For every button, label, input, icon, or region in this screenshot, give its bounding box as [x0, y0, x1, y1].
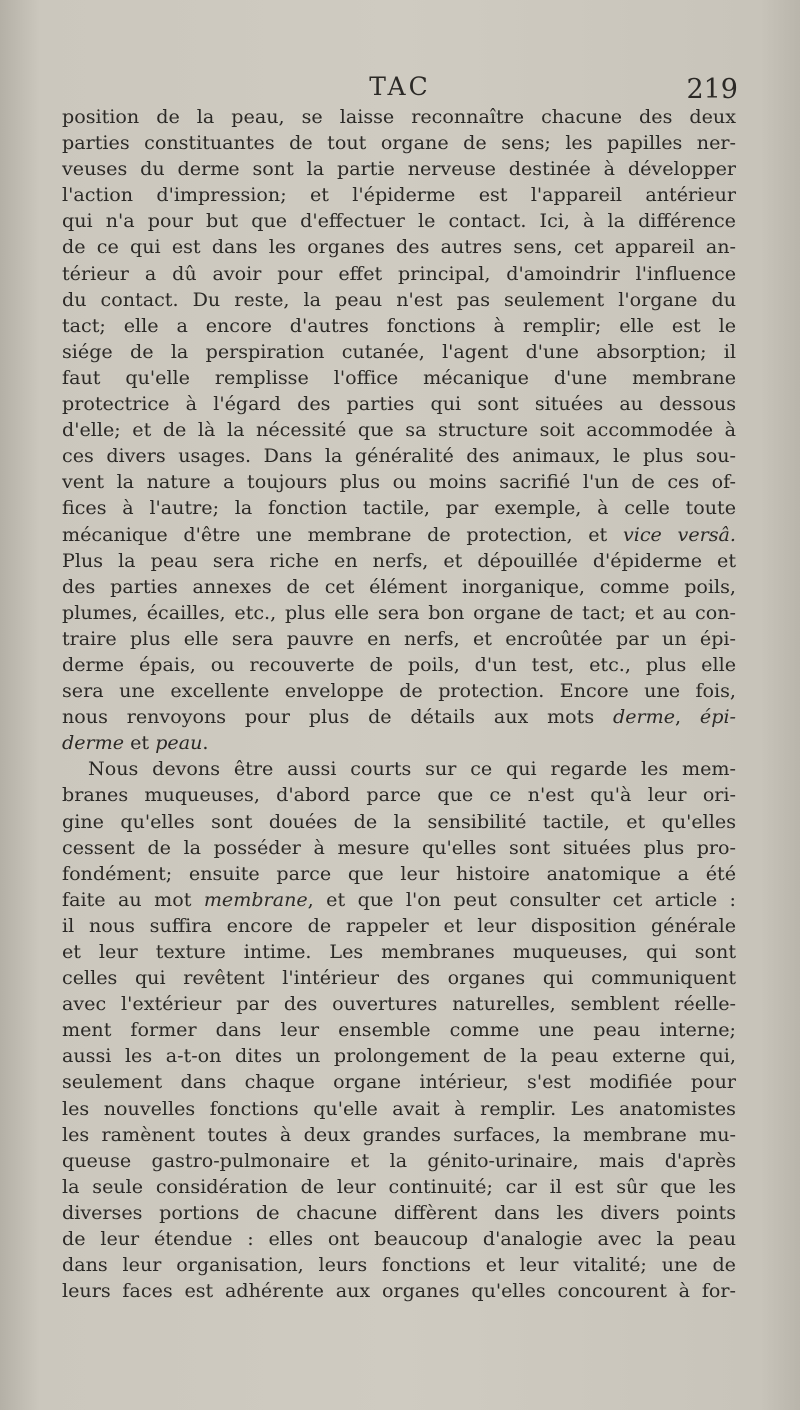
text-run: nous renvoyons pour plus de détails aux mots — [62, 705, 613, 729]
text-line: du contact. Du reste, la peau n'est pas seulement l'organe du — [62, 287, 736, 311]
text-line: fondément; ensuite parce que leur histoire anatomique a été — [62, 861, 736, 885]
text-line: tact; elle a encore d'autres fonctions à remplir; elle est le — [62, 313, 736, 337]
text-line: avec l'extérieur par des ouvertures naturelles, semblent réelle- — [62, 992, 736, 1016]
text-line: ment former dans leur ensemble comme une peau interne; — [62, 1018, 736, 1042]
text-line: veuses du derme sont la partie nerveuse destinée à développer — [62, 157, 736, 181]
text-line: aussi les a-t-on dites un prolongement de la peau externe qui, — [62, 1044, 736, 1068]
paragraph-start-line: Nous devons être aussi courts sur ce qui regarde les mem- — [88, 757, 736, 781]
text-line: diverses portions de chacune diffèrent dans les divers points — [62, 1200, 736, 1224]
text-run: , et que l'on peut consulter cet article : — [307, 887, 736, 911]
text-run: mécanique d'être une membrane de protection, et — [62, 522, 623, 546]
italic-run: membrane — [203, 887, 308, 911]
text-line: leurs faces est adhérente aux organes qu'elles concourent à for- — [62, 1279, 736, 1303]
text-line: les nouvelles fonctions qu'elle avait à remplir. Les anatomistes — [62, 1096, 736, 1120]
text-line: derme épais, ou recouverte de poils, d'un test, etc., plus elle — [62, 652, 736, 676]
text-line: position de la peau, se laisse reconnaître chacune des deux — [62, 105, 736, 128]
text-line: branes muqueuses, d'abord parce que ce n'est qu'à leur ori- — [62, 783, 736, 807]
text-line: de ce qui est dans les organes des autres sens, cet appareil an- — [62, 235, 736, 259]
text-line: qui n'a pour but que d'effectuer le contact. Ici, à la différence — [62, 209, 736, 233]
text-run: , — [675, 705, 700, 729]
italic-run: derme — [612, 705, 676, 729]
italic-run: vice versâ. — [622, 522, 736, 546]
text-run: faite au mot — [62, 887, 204, 911]
text-line: seulement dans chaque organe intérieur, s'est modifiée pour — [62, 1070, 736, 1094]
text-line: Plus la peau sera riche en nerfs, et dépouillée d'épiderme et — [62, 548, 736, 572]
italic-run: peau — [155, 731, 203, 755]
text-line: parties constituantes de tout organe de sens; les papilles ner- — [62, 131, 736, 155]
text-line: de leur étendue : elles ont beaucoup d'analogie avec la peau — [62, 1227, 736, 1251]
text-line — [62, 704, 736, 730]
text-line: traire plus elle sera pauvre en nerfs, et encroûtée par un épi- — [62, 626, 736, 650]
text-line: faut qu'elle remplisse l'office mécanique d'une membrane — [62, 365, 736, 389]
text-line: gine qu'elles sont douées de la sensibilité tactile, et qu'elles — [62, 809, 736, 833]
text-line: plumes, écailles, etc., plus elle sera bon organe de tact; et au con- — [62, 600, 736, 624]
text-line: cessent de la posséder à mesure qu'elles sont situées plus pro- — [62, 835, 736, 859]
text-line: il nous suffira encore de rappeler et leur disposition générale — [62, 913, 736, 937]
italic-run: épi- — [699, 705, 737, 729]
text-line: et leur texture intime. Les membranes muqueuses, qui sont — [62, 940, 736, 963]
text-line — [62, 730, 736, 756]
text-line: celles qui revêtent l'intérieur des organes qui communiquent — [62, 966, 736, 990]
text-line: sera une excellente enveloppe de protection. Encore une fois, — [62, 679, 736, 703]
text-line — [62, 522, 736, 548]
text-run: et — [124, 731, 156, 755]
text-line — [62, 887, 736, 913]
text-line: d'elle; et de là la nécessité que sa structure soit accommodée à — [62, 418, 736, 442]
italic-run: derme — [62, 731, 125, 755]
text-line: dans leur organisation, leurs fonctions et leur vitalité; une de — [62, 1253, 736, 1277]
page-number: 219 — [686, 74, 738, 105]
text-line: siége de la perspiration cutanée, l'agent d'une absorption; il — [62, 339, 736, 363]
text-line: protectrice à l'égard des parties qui sont situées au dessous — [62, 392, 736, 416]
text-run: . — [202, 731, 209, 755]
text-line: les ramènent toutes à deux grandes surfaces, la membrane mu- — [62, 1122, 736, 1146]
running-head: TAC — [369, 72, 431, 101]
text-line: queuse gastro-pulmonaire et la génito-urinaire, mais d'après — [62, 1148, 736, 1172]
text-line: des parties annexes de cet élément inorganique, comme poils, — [62, 574, 736, 598]
text-line: fices à l'autre; la fonction tactile, par exemple, à celle toute — [62, 496, 736, 520]
text-line: la seule considération de leur continuité; car il est sûr que les — [62, 1174, 736, 1198]
text-line: térieur a dû avoir pour effet principal, d'amoindrir l'influence — [62, 261, 736, 285]
text-line: vent la nature a toujours plus ou moins sacrifié l'un de ces of- — [62, 470, 736, 494]
text-line: ces divers usages. Dans la généralité des animaux, le plus sou- — [62, 444, 736, 468]
text-line: l'action d'impression; et l'épiderme est l'appareil antérieur — [62, 183, 736, 207]
body-text — [62, 104, 736, 1304]
